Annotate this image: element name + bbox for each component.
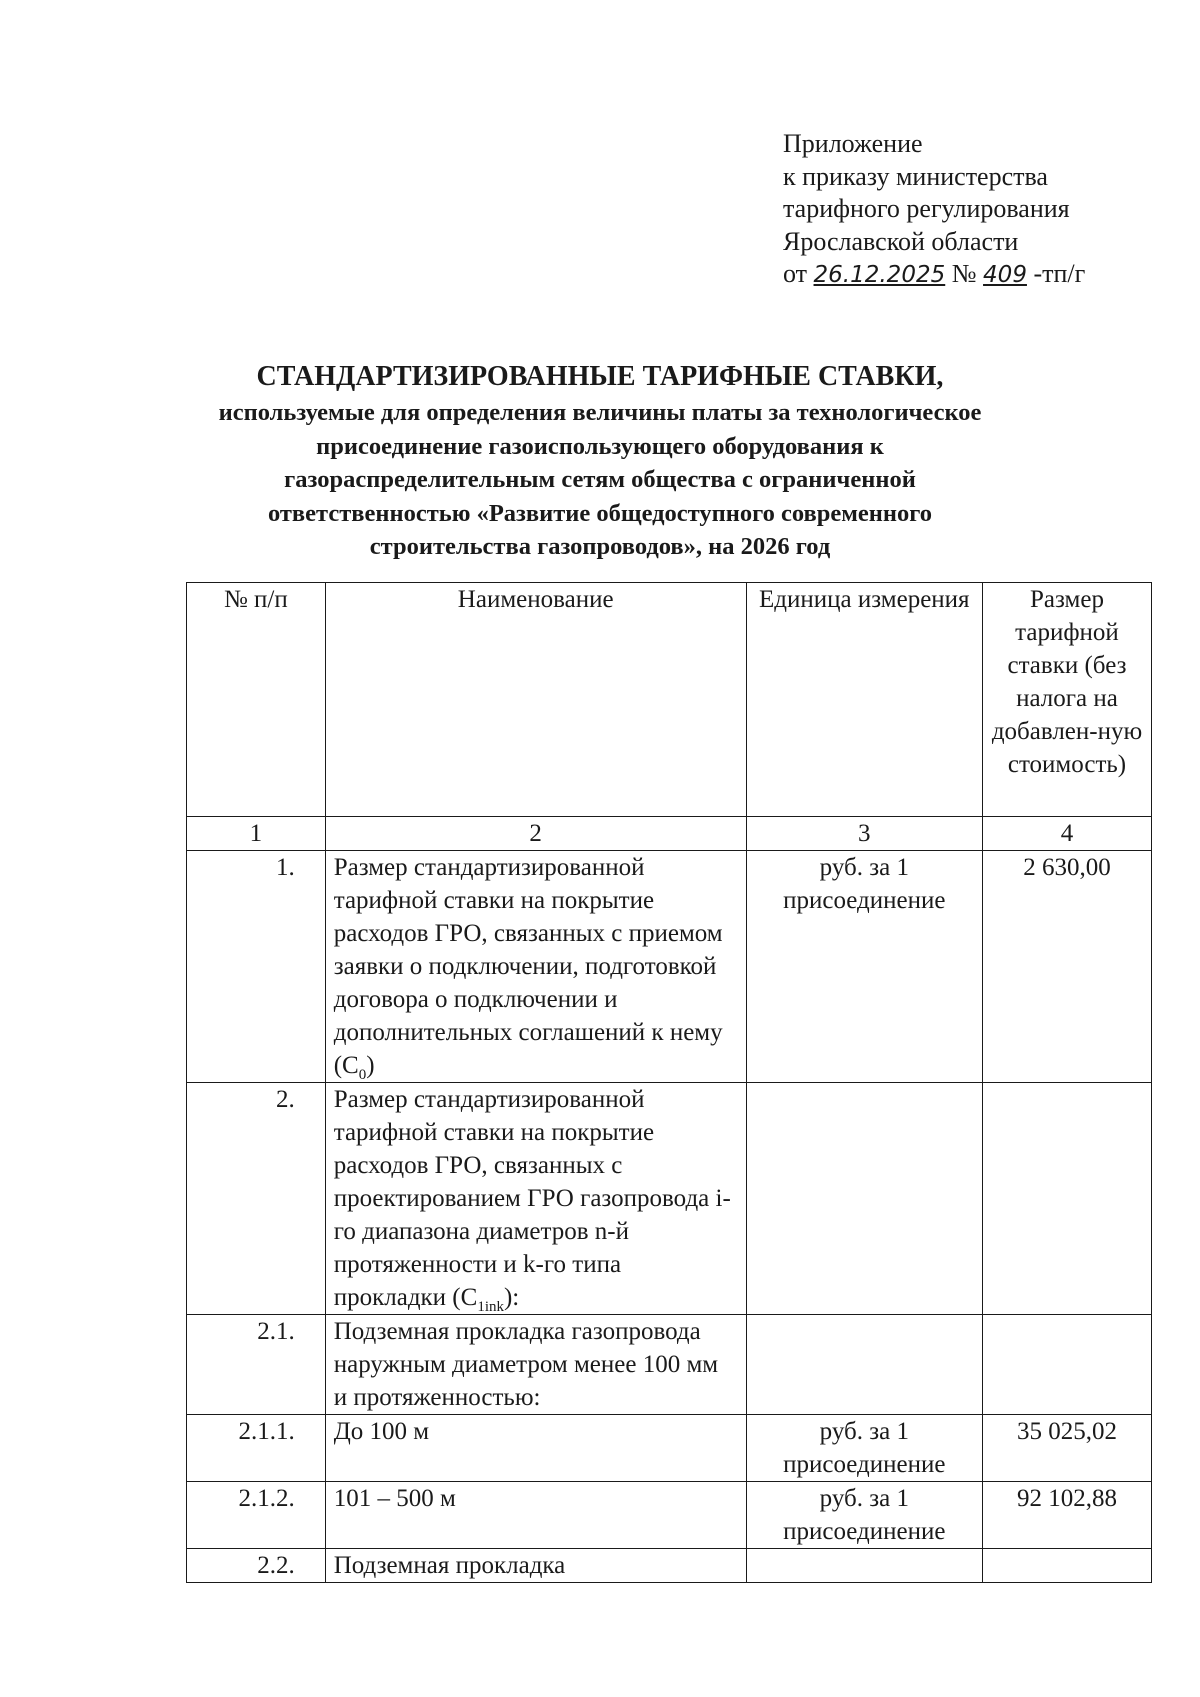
row-number: 2.1.: [187, 1315, 326, 1415]
appendix-header: [783, 128, 1085, 292]
appendix-label: Приложение: [783, 129, 923, 158]
document-title: [200, 358, 1000, 564]
order-reference: к приказу министерства: [783, 161, 1048, 191]
row-name-tail: ): [366, 1052, 375, 1079]
row-number: 2.1.2.: [187, 1482, 326, 1549]
number-suffix: -тп/г: [1033, 259, 1086, 288]
row-number: 2.1.1.: [187, 1415, 326, 1482]
handwritten-date: 26.12.2025: [813, 262, 946, 288]
header-name: Наименование: [325, 583, 746, 817]
date-prefix: от: [783, 259, 808, 288]
title-sub: [200, 396, 1000, 564]
row-name: Подземная прокладка: [325, 1549, 746, 1583]
column-index: 1: [187, 817, 326, 851]
title-sub-line: присоединение газоиспользующего оборудования к: [316, 432, 884, 460]
table-row: [187, 1315, 1152, 1415]
row-rate: [982, 1549, 1151, 1583]
row-name-text: Размер стандартизированной тарифной ставки на покрытие расходов ГРО, связанных с приемом заявки о подключении, подготовкой договора о подключении и дополнительных соглашений к нему (С: [333, 854, 723, 1079]
table-row: [187, 1083, 1152, 1315]
table-row: [187, 1549, 1152, 1583]
row-name-subscript: 0: [358, 1067, 367, 1083]
header-num: № п/п: [187, 583, 326, 817]
row-name-subscript: 1ink: [477, 1299, 504, 1315]
row-name: 101 – 500 м: [325, 1482, 746, 1549]
row-name-text: Размер стандартизированной тарифной ставки на покрытие расходов ГРО, связанных с проектированием ГРО газопровода i-го диапазона диаметров n-й протяженности и k-го типа прокладки (С: [333, 1086, 731, 1311]
table-row: [187, 1482, 1152, 1549]
row-name: До 100 м: [325, 1415, 746, 1482]
table-header-row: [187, 583, 1152, 817]
table-row: [187, 1415, 1152, 1482]
row-number: 2.2.: [187, 1549, 326, 1583]
rates-table: [186, 582, 1152, 1583]
handwritten-number: 409: [983, 262, 1027, 288]
title-sub-line: газораспределительным сетям общества с ограниченной: [284, 466, 916, 493]
row-unit: руб. за 1 присоединение: [746, 1415, 982, 1482]
region-name: Ярославской области: [783, 226, 1019, 256]
row-rate: [982, 1083, 1151, 1315]
row-unit: [746, 1315, 982, 1415]
column-index: 2: [325, 817, 746, 851]
row-unit: руб. за 1 присоединение: [746, 851, 982, 1083]
row-unit: [746, 1549, 982, 1583]
row-rate: 2 630,00: [982, 851, 1151, 1083]
ministry-name: тарифного регулирования: [783, 194, 1070, 223]
title-sub-line: используемые для определения величины платы за технологическое: [218, 399, 982, 426]
column-index: 4: [982, 817, 1151, 851]
order-date-number: [783, 258, 1085, 292]
header-rate: Размер тарифной ставки (без налога на добавлен-ную стоимость): [982, 583, 1151, 817]
row-name-tail: ):: [503, 1284, 520, 1311]
title-sub-line: строительства газопроводов», на 2026 год: [369, 533, 831, 560]
title-main: СТАНДАРТИЗИРОВАННЫЕ ТАРИФНЫЕ СТАВКИ,: [256, 361, 944, 392]
row-name: [325, 1083, 746, 1315]
row-name: Подземная прокладка газопровода наружным диаметром менее 100 мм и протяженностью:: [325, 1315, 746, 1415]
row-number: 2.: [187, 1083, 326, 1315]
number-sign: №: [951, 259, 977, 288]
header-unit: Единица измерения: [746, 583, 982, 817]
column-index: 3: [746, 817, 982, 851]
title-sub-line: ответственностью «Развитие общедоступного современного: [267, 499, 933, 527]
row-unit: [746, 1083, 982, 1315]
row-number: 1.: [187, 851, 326, 1083]
row-rate: [982, 1315, 1151, 1415]
table-row: [187, 851, 1152, 1083]
row-rate: 92 102,88: [982, 1482, 1151, 1549]
row-unit: руб. за 1 присоединение: [746, 1482, 982, 1549]
column-index-row: [187, 817, 1152, 851]
row-rate: 35 025,02: [982, 1415, 1151, 1482]
row-name: [325, 851, 746, 1083]
